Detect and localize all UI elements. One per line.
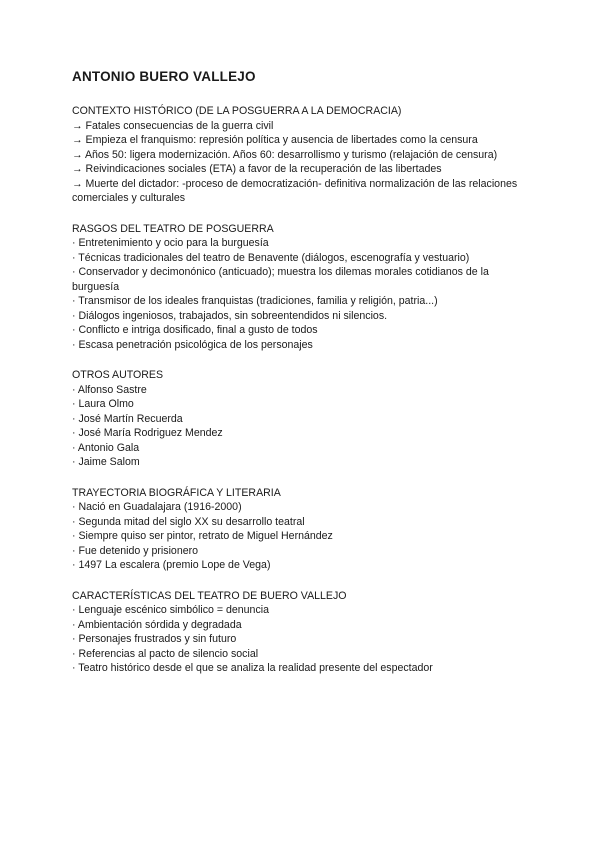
list-item: · Diálogos ingeniosos, trabajados, sin sobreentendidos ni silencios. bbox=[72, 309, 388, 322]
list-item: · José María Rodriguez Mendez bbox=[72, 427, 223, 439]
list-item: → Muerte del dictador: -proceso de democratización- definitiva normalización de las relaciones comerciales y culturales bbox=[72, 177, 518, 204]
list-item: · Técnicas tradicionales del teatro de Benavente (diálogos, escenografía y vestuario) bbox=[72, 251, 470, 264]
list-item: · Conservador y decimonónico (anticuado); muestra los dilemas morales cotidianos de la burguesía bbox=[72, 266, 489, 293]
section-heading: CONTEXTO HISTÓRICO (DE LA POSGUERRA A LA DEMOCRACIA) bbox=[72, 105, 402, 117]
list-item: · Referencias al pacto de silencio social bbox=[72, 647, 259, 660]
document-title: ANTONIO BUERO VALLEJO bbox=[72, 69, 256, 84]
list-item: → Reivindicaciones sociales (ETA) a favor de la recuperación de las libertades bbox=[72, 163, 442, 175]
list-item: · Transmisor de los ideales franquistas (tradiciones, familia y religión, patria...) bbox=[72, 295, 438, 307]
list-item: · Jaime Salom bbox=[72, 456, 140, 468]
list-item: · José Martín Recuerda bbox=[72, 412, 183, 425]
section-heading: RASGOS DEL TEATRO DE POSGUERRA bbox=[72, 222, 274, 235]
section-caracteristicas bbox=[72, 589, 528, 676]
section-list bbox=[72, 383, 528, 470]
section-list bbox=[72, 603, 528, 676]
list-item: · Siempre quiso ser pintor, retrato de Miguel Hernández bbox=[72, 530, 333, 542]
section-list bbox=[72, 119, 528, 206]
section-rasgos-teatro bbox=[72, 222, 528, 353]
section-heading: TRAYECTORIA BIOGRÁFICA Y LITERARIA bbox=[72, 486, 281, 499]
list-item: · Nació en Guadalajara (1916-2000) bbox=[72, 501, 242, 513]
list-item: → Empieza el franquismo: represión política y ausencia de libertades como la censura bbox=[72, 134, 478, 146]
section-heading: CARACTERÍSTICAS DEL TEATRO DE BUERO VALLEJO bbox=[72, 589, 347, 602]
section-otros-autores bbox=[72, 368, 528, 470]
list-item: · Personajes frustrados y sin futuro bbox=[72, 633, 237, 645]
section-heading: OTROS AUTORES bbox=[72, 369, 164, 381]
section-list bbox=[72, 500, 528, 573]
list-item: · Segunda mitad del siglo XX su desarrollo teatral bbox=[72, 515, 305, 528]
list-item: · 1497 La escalera (premio Lope de Vega) bbox=[72, 559, 271, 571]
list-item: · Escasa penetración psicológica de los personajes bbox=[72, 338, 313, 351]
list-item: · Entretenimiento y ocio para la burguesía bbox=[72, 237, 269, 249]
document-page bbox=[72, 68, 528, 692]
list-item: · Antonio Gala bbox=[72, 441, 140, 454]
section-contexto-historico bbox=[72, 104, 528, 206]
list-item: · Ambientación sórdida y degradada bbox=[72, 618, 242, 631]
list-item: · Teatro histórico desde el que se analiza la realidad presente del espectador bbox=[72, 662, 433, 674]
list-item: · Conflicto e intriga dosificado, final a gusto de todos bbox=[72, 324, 318, 336]
list-item: → Fatales consecuencias de la guerra civil bbox=[72, 119, 274, 132]
list-item: → Años 50: ligera modernización. Años 60: desarrollismo y turismo (relajación de censura) bbox=[72, 148, 498, 161]
list-item: · Laura Olmo bbox=[72, 398, 134, 410]
list-item: · Lenguaje escénico simbólico = denuncia bbox=[72, 604, 269, 616]
list-item: · Fue detenido y prisionero bbox=[72, 544, 199, 557]
section-list bbox=[72, 236, 528, 352]
list-item: · Alfonso Sastre bbox=[72, 383, 147, 396]
section-trayectoria bbox=[72, 486, 528, 573]
